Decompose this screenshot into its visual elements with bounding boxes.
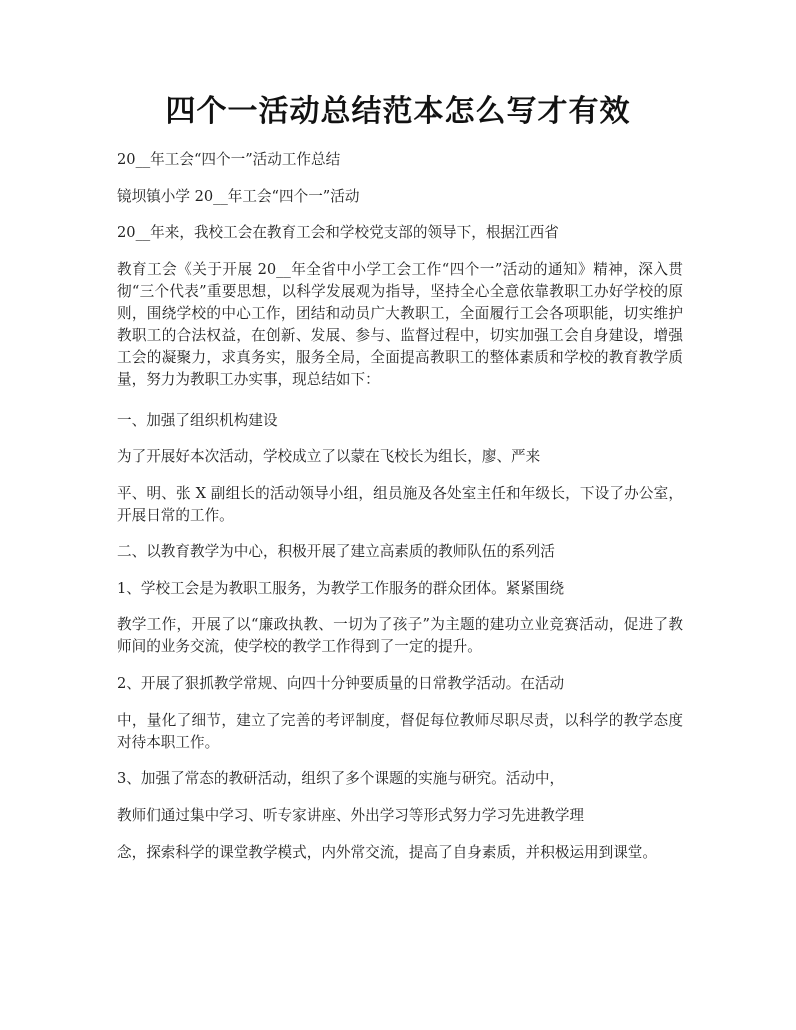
document-title: 四个一活动总结范本怎么写才有效 <box>165 94 631 129</box>
paragraph-9: 2、开展了狠抓教学常规、向四十分钟要质量的日常教学活动。在活动 <box>117 675 565 692</box>
paragraph-7: 1、学校工会是为教职工服务，为教学工作服务的群众团体。紧紧围绕 <box>117 580 565 597</box>
paragraph-11: 3、加强了常态的教研活动，组织了多个课题的实施与研究。活动中， <box>117 770 565 787</box>
paragraph-1: 20__年工会“四个一”活动工作总结 <box>117 151 341 168</box>
heading-section-1: 一、加强了组织机构建设 <box>117 412 278 429</box>
paragraph-3: 20__年来，我校工会在教育工会和学校党支部的领导下，根据江西省 <box>117 224 559 241</box>
paragraph-2: 镜坝镇小学 20__年工会“四个一”活动 <box>117 188 360 205</box>
paragraph-8: 教学工作，开展了以“廉政执教、一切为了孩子”为主题的建功立业竞赛活动，促进了教师间的业务交流，使学校的教学工作得到了一定的提升。 <box>117 616 683 655</box>
paragraph-5: 为了开展好本次活动，学校成立了以蒙在飞校长为组长，廖、严来 <box>117 448 541 465</box>
paragraph-6: 平、明、张 X 副组长的活动领导小组，组员施及各处室主任和年级长，下设了办公室，开展日常的工作。 <box>117 485 683 524</box>
paragraph-13: 念，探索科学的课堂教学模式，内外常交流，提高了自身素质，并积极运用到课堂。 <box>117 844 657 861</box>
paragraph-4: 教育工会《关于开展 20__年全省中小学工会工作“四个一”活动的通知》精神，深入贯彻“三个代表”重要思想，以科学发展观为指导，坚持全心全意依靠教职工办好学校的原则，围绕学校的中心工作，团结和动员广大教职工，全面履行工会各项职能，切实维护教职工的合法权益，在创新、发展、参与、监督过程中，切实加强工会自身建设，增强工会的凝聚力，求真务实，服务全局，全面提高教职工的整体素质和学校的教育教学质量，努力为教职工办实事，现总结如下： <box>117 261 683 388</box>
heading-section-2: 二、以教育教学为中心，积极开展了建立高素质的教师队伍的系列活 <box>117 543 555 560</box>
paragraph-12: 教师们通过集中学习、听专家讲座、外出学习等形式努力学习先进教学理 <box>117 807 585 824</box>
paragraph-10: 中，量化了细节，建立了完善的考评制度，督促每位教师尽职尽责，以科学的教学态度对待本职工作。 <box>117 712 683 751</box>
